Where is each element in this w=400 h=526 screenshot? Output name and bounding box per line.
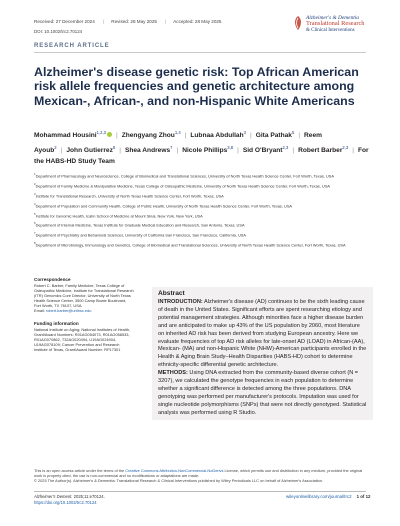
author-affiliation-ref[interactable]: 2,3 (282, 144, 289, 150)
page-number: 1 of 12 (356, 494, 371, 499)
author-separator: | (298, 132, 301, 139)
author-name[interactable]: Gita Pathak (255, 132, 292, 139)
author-list (34, 127, 370, 168)
side-column (34, 277, 134, 359)
journal-subtitle-1: Translational Research (306, 20, 365, 27)
footer-divider (34, 491, 366, 492)
methods-text: Using DNA extracted from the community-based diverse cohort (N = 3207), we calculated the genotype frequencies in each population to determine whether a significant difference is detected among the three populations. DNA genotyping was performed per manufacturer's protocols. Imputation was used for single nucleotide polymorphisms (SNPs) that were not directly genotyped. Statistical analysis was performed using R Studio. (158, 370, 367, 416)
author-affiliation-ref[interactable]: 7 (170, 144, 173, 150)
affiliation-item (34, 192, 364, 199)
author-name[interactable]: John Gutierrez (66, 146, 113, 154)
affiliation-number: 8 (34, 241, 36, 246)
author-name[interactable]: Sid O'Bryant (242, 146, 283, 154)
author-name[interactable]: Shea Andrews (124, 146, 171, 154)
abstract-heading: Abstract (158, 290, 185, 297)
funding-heading: Funding information (34, 320, 79, 326)
affiliation-text: Institute for Genomic Health, Icahn School of Medicine at Mount Sinai, New York, New York, USA (35, 212, 203, 218)
affiliation-text: Department of Family Medicine & Manipulative Medicine, Texas College of Osteopathic Medicine, University of North Texas Health Science Center, Fort Worth, Texas, USA (35, 183, 331, 189)
affiliation-number: 2 (34, 181, 36, 186)
copyright-text: © 2025 The Author(s). Alzheimer's & Dementia: Translational Research & Clinical Interventions published by Wiley Periodicals LLC on behalf of Alzheimer's Association. (34, 478, 324, 484)
affiliation-text: Department of Population and Community Health, College of Public Health, University of North Texas Health Science Center, Fort Worth, Texas, USA (35, 202, 293, 208)
author-affiliation-ref[interactable]: 3,8 (227, 144, 234, 150)
author-affiliation-ref[interactable]: 3 (243, 130, 246, 135)
affiliation-item (34, 182, 364, 189)
author-name[interactable]: Mohammad Housini (34, 132, 97, 139)
author-separator: | (237, 146, 239, 154)
affiliation-number: 4 (34, 201, 36, 206)
footer-right (286, 494, 370, 499)
author-affiliation-ref[interactable]: 2,3 (342, 144, 349, 150)
author-separator: | (176, 146, 179, 154)
author-name[interactable]: Zhengyang Zhou (121, 132, 175, 139)
dates-line: Received: 27 December 2024 | Revised: 28 May 2025 | Accepted: 28 May 2025 (34, 19, 222, 24)
author-name[interactable]: Nicole Phillips (182, 146, 228, 154)
footer-citation: Alzheimer's Dement. 2025;11:e70124. https://doi.org/10.1002/trc2.70124 (34, 494, 105, 505)
orcid-icon[interactable] (107, 132, 112, 137)
journal-logo (306, 15, 370, 33)
author-separator: | (249, 132, 252, 139)
affiliation-text: Department of Microbiology, Immunology and Genetics, College of Biomedical and Translational Sciences, University of North Texas Health Science Center, Fort Worth, Texas, USA (35, 242, 346, 248)
funding-text: National Institute on Aging; National Institutes of Health, Grant/Award Numbers: R01AG054073, R01AG058533, R01AG070862, T32AG020494, U19AG024904, U19AG078109; Cancer Prevention and Research Institute of Texas, Grant/Award Number: RP17301 (34, 326, 131, 352)
affiliation-number: 3 (34, 191, 36, 196)
affiliation-item (34, 241, 364, 248)
header-divider (34, 52, 366, 53)
author-affiliation-ref[interactable]: 5 (291, 130, 295, 135)
footer-site-link[interactable]: wileyonlinelibrary.com/journal/trc2 (286, 494, 352, 499)
journal-subtitle-2: & Clinical Interventions (306, 27, 355, 33)
affiliation-item (34, 231, 364, 238)
affiliation-item (34, 212, 364, 219)
author-name[interactable]: For the HABS-HD Study Team (34, 146, 369, 165)
license-notice: This is an open access article under the terms of the Creative Commons Attribution-NonCommercial-NoDerivs License, which permits use and distribution in any medium, provided the original work is properly cited, the use is non-commercial and no modifications or adaptations are made. © 2025 The Author(s). Alzheimer's & Dementia: Translational Research & Clinical Interventions published by Wiley Periodicals LLC on behalf of Alzheimer's Association. (34, 468, 363, 484)
affiliation-number: 6 (34, 221, 36, 226)
correspondence-text: Robert C. Barber, Family Medicine, Texas College of Osteopathic Medicine, Institute for Translational Research (ITR) Genomics Core Director, University of North Texas Health Science Center, 3500 Camp Bowie Boulevard, Fort Worth, TX 76107, USA. Email: robert.barber@unthsc.edu (34, 283, 134, 314)
affiliation-number: 7 (34, 231, 36, 236)
affiliation-number: 5 (34, 211, 36, 216)
affiliation-number: 1 (34, 172, 36, 176)
intro-label: INTRODUCTION: (158, 299, 203, 305)
affiliation-item (34, 221, 364, 228)
author-separator: | (60, 146, 63, 154)
author-separator: | (184, 132, 187, 139)
doi[interactable]: DOI: 10.1002/trc2.70124 (34, 29, 83, 34)
author-affiliation-ref[interactable]: 2 (54, 144, 57, 150)
affiliation-text: Department of Psychiatry and Behavioral Sciences, University of California San Francisco, San Francisco, California, USA (35, 232, 246, 238)
received-date: Received: 27 December 2024 (34, 19, 95, 24)
license-link[interactable]: Creative Commons Attribution-NonCommercial-NoDerivs (125, 468, 224, 473)
intro-text: Alzheimer's disease (AD) continues to be the sixth leading cause of death in the United States. Significant efforts are spent researching etiology and potential management strategies. Although minorities face a higher disease burden and are anticipated to make up 43% of the US population by 2060, most literature on inherited AD risk has been derived from studying European ancestry. Here we evaluate frequencies of top AD risk alleles for late-onset AD (LOAD) in African-(AA), Mexican- (MA) and non-Hispanic White (NHW)-American participants enrolled in the Health & Aging Brain Study–Health Disparities (HABS-HD) cohort to determine ethnicity-specific differential genetic architecture. (158, 299, 367, 369)
footer-journal: Alzheimer's Dement. (34, 494, 73, 499)
article-title: Alzheimer's disease genetic risk: Top African American risk allele frequencies and genetic architecture among Mexican-, African-, and non-Hispanic White Americans (34, 65, 359, 108)
author-name[interactable]: Lubnaa Abdullah (190, 132, 244, 139)
abstract-section (152, 287, 373, 420)
abstract-body (158, 299, 367, 418)
accepted-date: Accepted: 28 May 2025 (173, 19, 222, 24)
author-affiliation-ref[interactable]: 6 (112, 144, 116, 150)
author-separator: | (119, 146, 121, 154)
affiliation-text: Department of Internal Medicine, Texas Institute for Graduate Medical Education and Research, San Antonio, Texas, USA (35, 222, 245, 228)
journal-name: Alzheimer's & Dementia (306, 15, 359, 21)
journal-logo-icon (292, 16, 304, 30)
correspondence-email-link[interactable]: robert.barber@unthsc.edu (45, 308, 92, 314)
correspondence-heading: Correspondence (34, 277, 71, 282)
affiliation-list (34, 172, 364, 251)
author-affiliation-ref[interactable]: 1,4 (174, 130, 181, 135)
author-name[interactable]: Reem Ayoub (34, 132, 322, 154)
affiliation-text: Institute for Translational Research, University of North Texas Health Science Center, Fort Worth, Texas, USA (35, 193, 224, 199)
methods-label: METHODS: (158, 370, 188, 377)
affiliation-text: Department of Pharmacology and Neuroscience, College of Biomedical and Translational Sciences, University of North Texas Health Science Center, Fort Worth, Texas, USA (35, 173, 334, 179)
footer-doi-link[interactable]: https://doi.org/10.1002/trc2.70124 (34, 499, 97, 505)
affiliation-item (34, 202, 364, 209)
author-separator: | (115, 132, 118, 139)
affiliation-item (34, 172, 364, 179)
author-separator: | (352, 146, 354, 154)
author-name[interactable]: Robert Barber (298, 146, 343, 154)
revised-date: Revised: 28 May 2025 (111, 19, 157, 24)
section-label: RESEARCH ARTICLE (34, 43, 110, 49)
author-separator: | (292, 146, 295, 154)
abstract-box (152, 287, 373, 420)
author-affiliation-ref[interactable]: 1,2,3 (96, 130, 106, 135)
